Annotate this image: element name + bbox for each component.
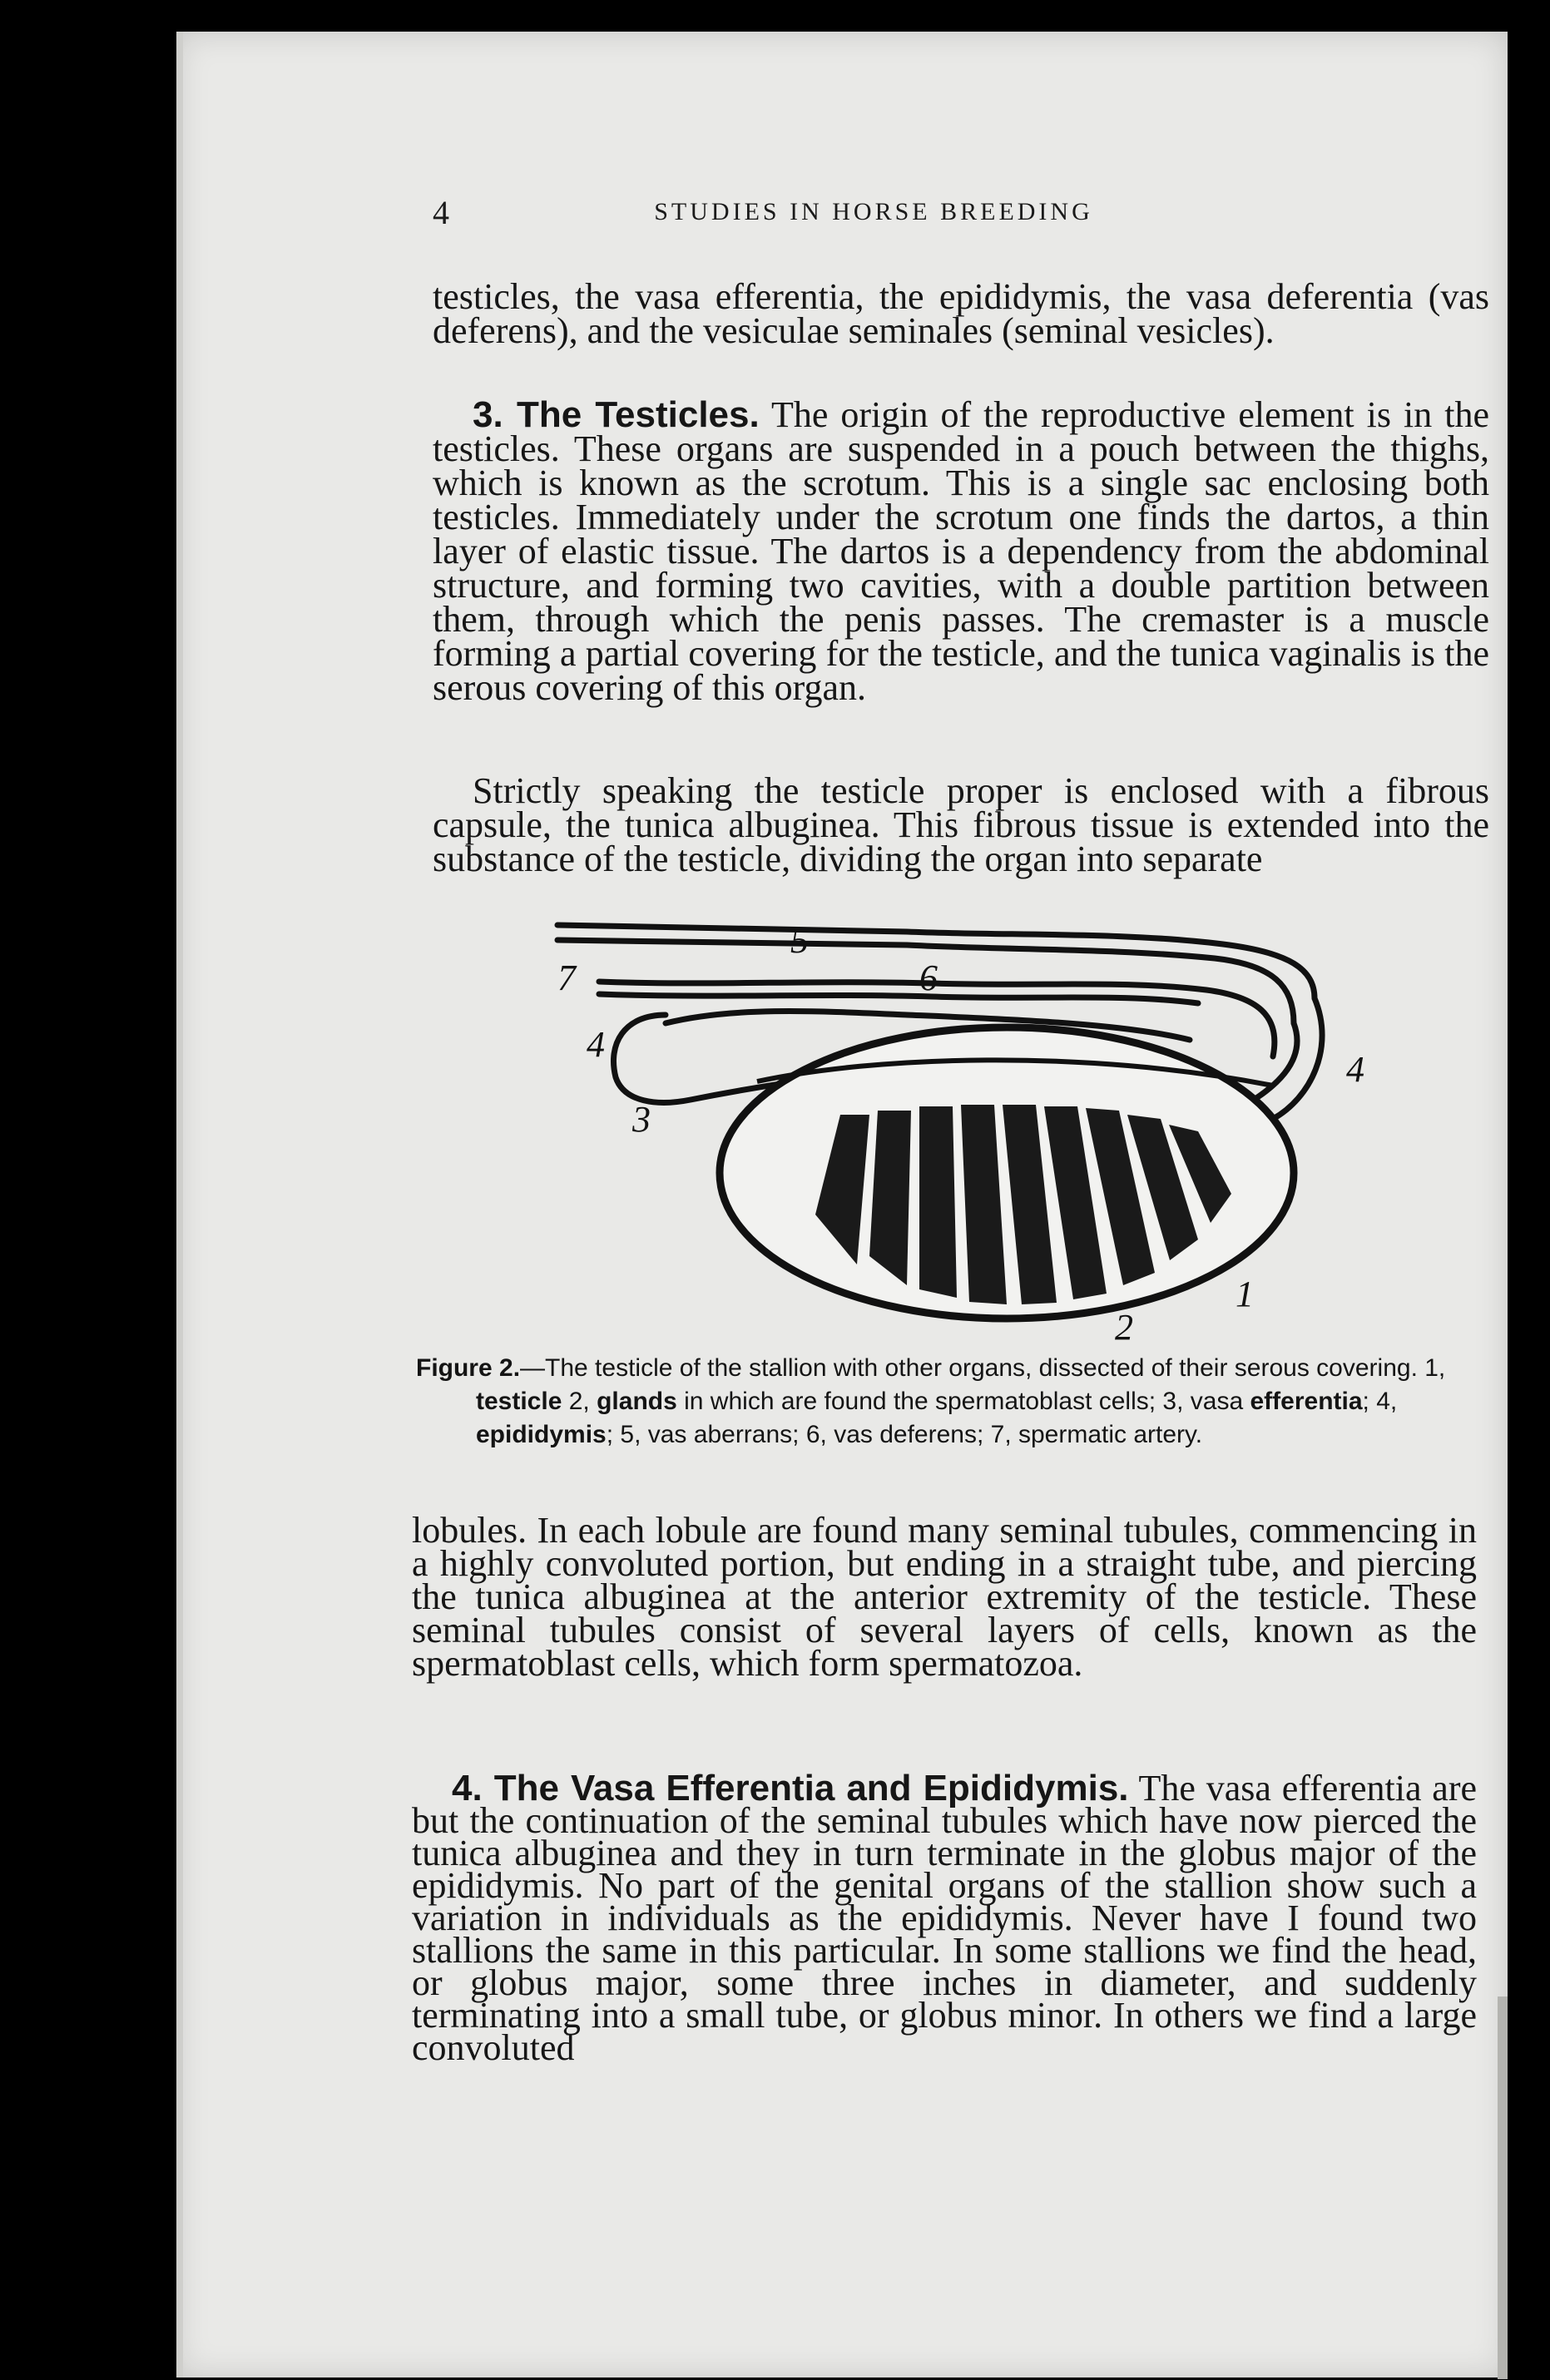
caption-term: testicle [476, 1388, 562, 1415]
caption-term: efferentia [1250, 1388, 1363, 1415]
figure-label: 5 [790, 920, 809, 961]
figure-label: 2 [1115, 1307, 1133, 1348]
caption-part: ; 4, [1362, 1388, 1398, 1415]
caption-part: 2, [562, 1388, 597, 1415]
figure-label: 4 [1346, 1049, 1364, 1090]
paragraph-lobules-text: lobules. In each lobule are found many seminal tubules, commencing in a highly convoluted portion, but ending in a straight tube, and piercing the tunica albuginea at the anterior extremity of the testicle. These seminal tubules consist of several layers of cells, known as the spermatoblast cells, which form spermatozoa. [412, 1510, 1477, 1684]
caption-term: glands [597, 1388, 677, 1415]
testicle-illustration [541, 907, 1414, 1356]
paragraph-tunica [433, 770, 1489, 879]
figure-caption [416, 1352, 1481, 1452]
figure-label: 4 [587, 1024, 605, 1065]
caption-part: —The testicle of the stallion with other organs, dissected of their serous covering. 1, [520, 1354, 1446, 1382]
section-testicles [433, 394, 1489, 708]
figure-label: 6 [919, 957, 938, 998]
spermatic-artery-line-2 [599, 994, 1198, 1003]
paragraph-tunica-text: Strictly speaking the testicle proper is enclosed with a fibrous capsule, the tunica albuginea. This fibrous tissue is extended into the substance of the testicle, dividing the organ into separate [433, 770, 1489, 879]
section-vasa-paragraph [412, 1768, 1477, 2068]
paragraph-intro [433, 276, 1489, 351]
figure-caption-text [416, 1352, 1481, 1452]
section-vasa-efferentia [412, 1768, 1477, 2068]
caption-term: epididymis [476, 1421, 607, 1448]
figure-label: 3 [632, 1099, 651, 1140]
caption-part: ; 5, vas aberrans; 6, vas deferens; 7, spermatic artery. [606, 1421, 1203, 1448]
figure-caption-label: Figure 2. [416, 1354, 521, 1382]
paragraph-intro-text: testicles, the vasa efferentia, the epididymis, the vasa deferentia (vas deferens), and the vesiculae seminales (seminal vesicles). [433, 276, 1489, 351]
gland-lobule [919, 1106, 957, 1298]
section-testicles-paragraph [433, 394, 1489, 708]
section-body: The vasa efferentia are but the continuation of the seminal tubules which have now pierced the tunica albuginea and they in turn terminate in the globus major of the epididymis. No part of the genital organs of the stallion show such a variation in individuals as the epididymis. Never have I found two stallions the same in this particular. In some stallions we find the head, or globus major, some three inches in diameter, and suddenly terminating into a small tube, or globus minor. In others we find a large convoluted [412, 1768, 1477, 2068]
paragraph-lobules [412, 1510, 1477, 1684]
section-heading: 4. The Vasa Efferentia and Epididymis. [452, 1768, 1129, 1809]
figure-label: 1 [1236, 1274, 1254, 1314]
running-head: STUDIES IN HORSE BREEDING [654, 198, 1093, 225]
figure-label: 7 [557, 957, 576, 998]
page-header [258, 193, 1489, 243]
page-number: 4 [433, 194, 449, 231]
page-edge [176, 32, 183, 2378]
section-heading: 3. The Testicles. [473, 394, 760, 435]
section-body: The origin of the reproductive element is in the testicles. These organs are suspended in a pouch between the thighs, which is known as the scrotum. This is a single sac enclosing both testicles. Immediately under the scrotum one finds the dartos, a thin layer of elastic tissue. The dartos is a dependency from the abdominal structure, and forming two cavities, with a double partition between them, through which the penis passes. The cremaster is a muscle forming a partial covering for the testicle, and the tunica vaginalis is the serous covering of this organ. [433, 394, 1489, 708]
page-edge-right [1498, 1997, 1508, 2379]
caption-part: in which are found the spermatoblast cells; 3, vasa [676, 1388, 1250, 1415]
